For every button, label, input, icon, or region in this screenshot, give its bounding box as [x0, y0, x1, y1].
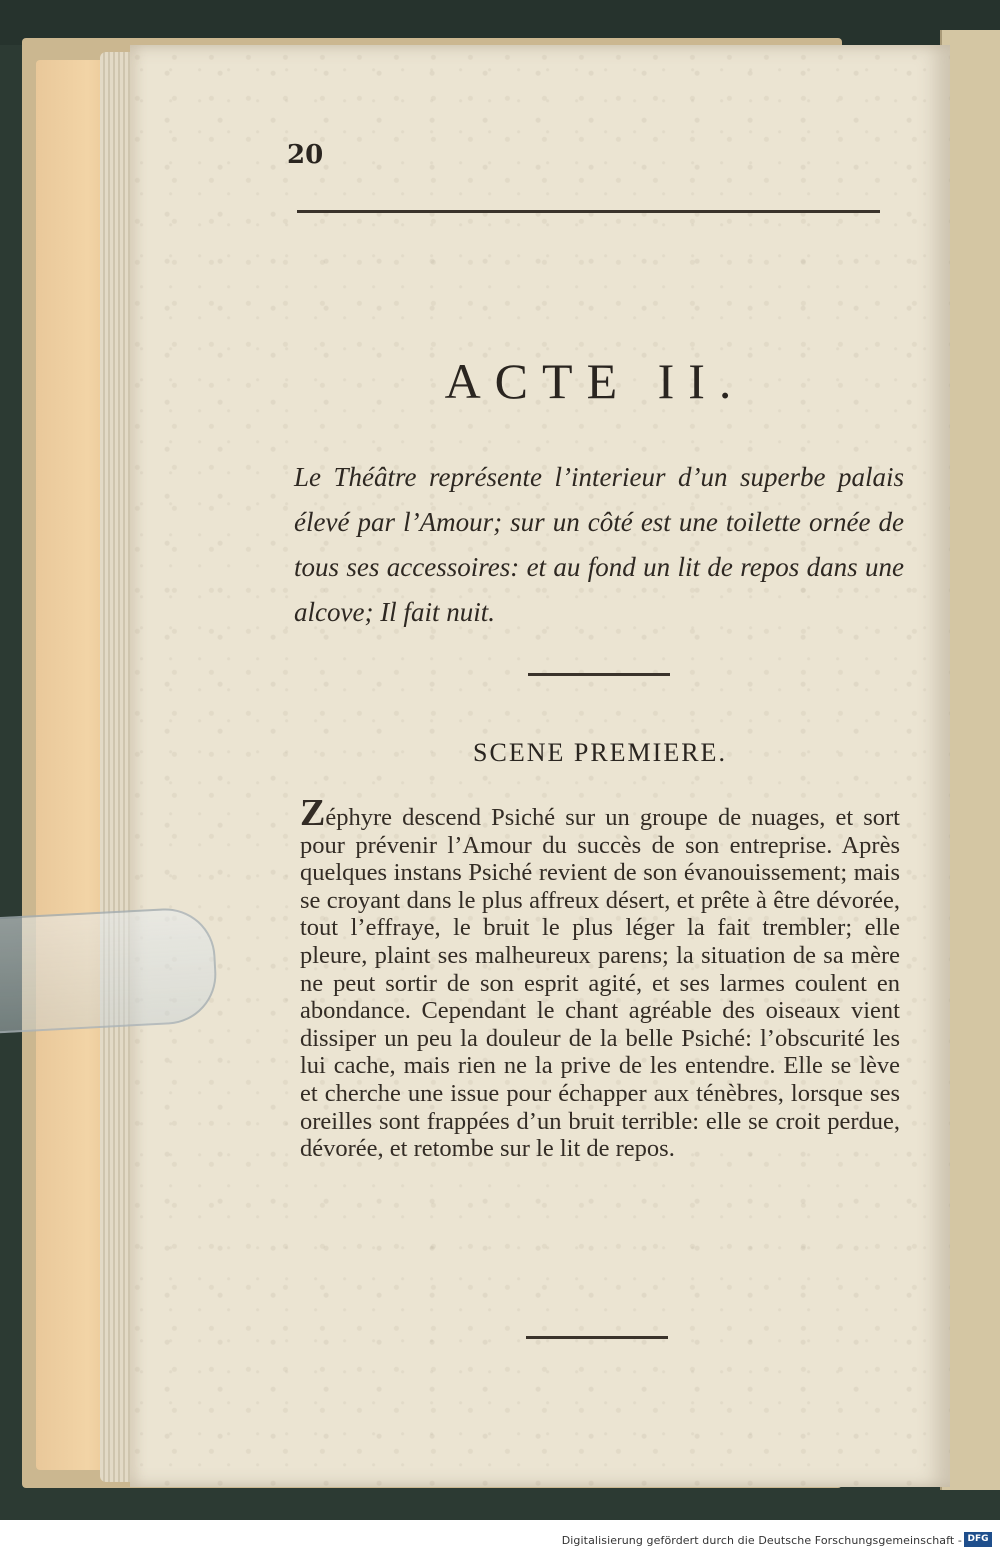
end-rule [526, 1336, 668, 1339]
header-rule [297, 210, 880, 213]
section-rule [528, 673, 670, 676]
act-title: ACTE II. [444, 353, 746, 409]
scene-text: Zéphyre descend Psiché sur un groupe de nuages, et sort pour prévenir l’Amour du succès de son entreprise. Après quelques instans Psiché revient de son évanouissement; mais se croyant dans le plus affreux désert, et prête à être dévorée, tout l’effraye, le bruit le plus léger la fait trembler; elle pleure, plaint ses malheureux parens; la situation de sa mère ne peut sortir de son esprit agité, et ses larmes coulent en abondance. Cependant le chant agréable des oiseaux vient dissiper un peu la douleur de la belle Psiché: l’obscurité les lui cache, mais rien ne la prive de les entendre. Elle se lève et cherche une issue pour échapper aux ténèbres, lorsque ses oreilles sont frappées d’un bruit terrible: elle se croit perdue, dévorée, et retombe sur le lit de repos. [300, 792, 900, 1163]
scene-title: SCENE PREMIERE. [473, 738, 727, 767]
page-number: 20 [287, 140, 324, 170]
stage-direction: Le Théâtre représente l’interieur d’un superbe palais élevé par l’Amour; sur un côté est une toilette ornée de tous ses accessoires: et au fond un lit de repos dans une alcove; Il fait nuit. [294, 462, 904, 627]
digitization-credit: Digitalisierung gefördert durch die Deutsche Forschungsgemeinschaft - [561, 1534, 962, 1547]
dfg-logo-icon: DFG [964, 1532, 992, 1547]
transparent-page-clip [0, 906, 219, 1034]
